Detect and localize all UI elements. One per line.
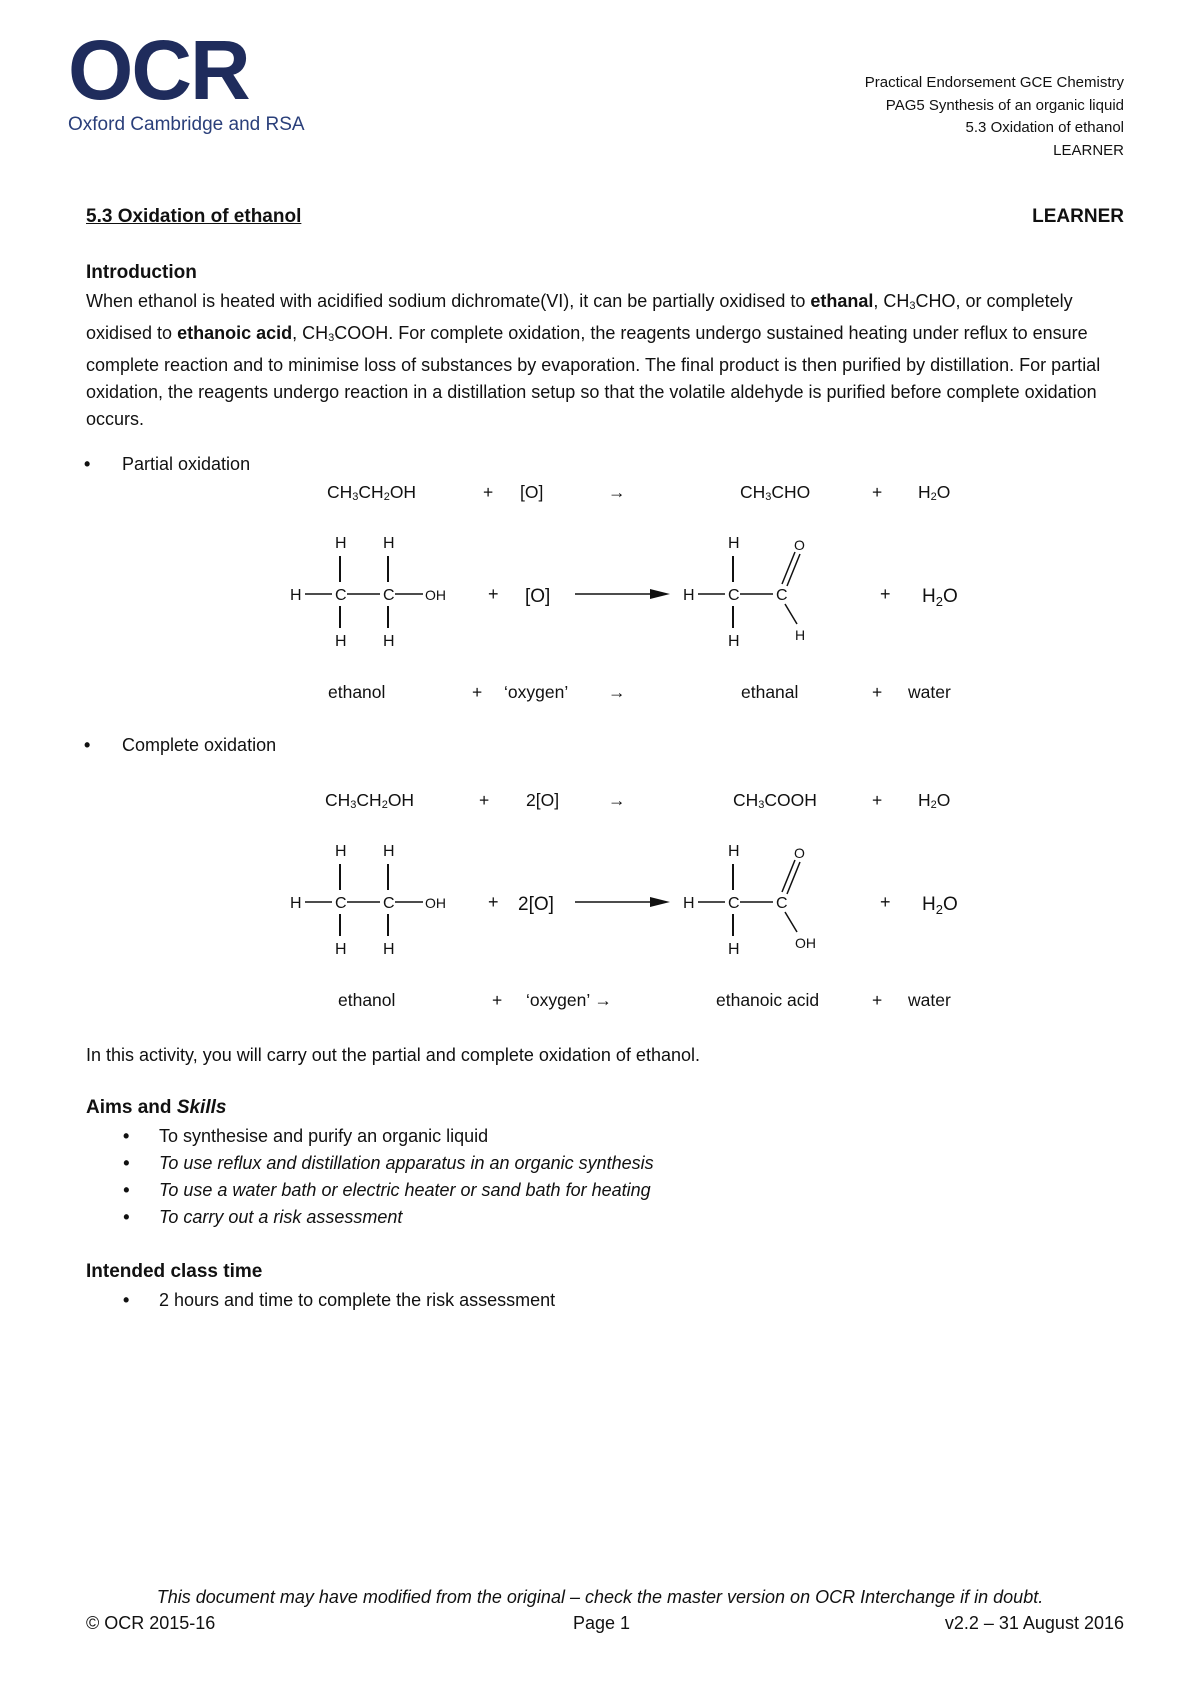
atom-h: H <box>795 627 806 643</box>
atom-h: H <box>728 843 740 860</box>
complete-structural-equation <box>285 832 985 962</box>
word-product: ethanoic acid <box>716 990 820 1010</box>
group-oh: OH <box>425 895 446 911</box>
footer-note: This document may have modified from the original – check the master version on OCR Interchange if in doubt. <box>156 1587 1044 1607</box>
class-time-item: • 2 hours and time to complete the risk assessment <box>159 1287 555 1314</box>
atom-h: H <box>728 941 740 958</box>
word-plus-1: + <box>472 682 483 702</box>
intro-text-4: , CH <box>292 323 329 343</box>
atom-c: C <box>335 587 347 604</box>
complete-arrow: → <box>608 790 626 810</box>
atom-h: H <box>728 633 740 650</box>
partial-product-formula: CH3CHO <box>740 482 811 503</box>
word-plus-1: + <box>492 990 503 1010</box>
word-water: water <box>908 682 951 702</box>
atom-h: H <box>728 535 740 552</box>
water-formula: $H_2O$ <box>922 586 958 609</box>
atom-h: H <box>383 535 395 552</box>
intro-bold-ethanal: ethanal <box>810 291 874 311</box>
complete-oxidant: 2[O] <box>526 790 560 810</box>
logo-subtitle: Oxford Cambridge and RSA <box>68 114 305 135</box>
word-reactant: ethanol <box>328 682 386 702</box>
atom-h: H <box>290 895 302 912</box>
atom-h: H <box>335 535 347 552</box>
plus-sign: + <box>880 584 891 604</box>
group-oh: OH <box>795 935 816 951</box>
water-formula: $H_2O$ <box>922 894 958 917</box>
atom-h: H <box>335 633 347 650</box>
partial-structural-equation <box>285 524 985 654</box>
partial-oxidant: [O] <box>520 482 544 502</box>
word-arrow: → <box>608 682 626 702</box>
complete-water-formula: H2O <box>918 790 951 811</box>
aims-heading-text: Aims and <box>86 1097 177 1118</box>
atom-c: C <box>383 895 395 912</box>
aims-list <box>159 1123 654 1231</box>
page-title: 5.3 Oxidation of ethanol <box>86 206 302 227</box>
atom-h: H <box>683 895 695 912</box>
complete-product-formula: CH3COOH <box>733 790 817 811</box>
ocr-logo <box>68 23 308 135</box>
atom-h: H <box>383 843 395 860</box>
word-product: ethanal <box>741 682 799 702</box>
plus-sign: + <box>488 892 499 912</box>
atom-h: H <box>383 633 395 650</box>
partial-arrow: → <box>608 482 626 502</box>
class-time-heading: Intended class time <box>86 1261 263 1282</box>
word-oxidant: ‘oxygen’ → <box>526 990 612 1010</box>
plus-sign: + <box>488 584 499 604</box>
intro-bold-ethanoic-acid: ethanoic acid <box>177 323 293 343</box>
group-oh: OH <box>425 587 446 603</box>
complete-oxidation-label: • Complete oxidation <box>122 735 276 756</box>
intro-text-5: COOH. For complete oxidation, the reagents undergo sustained heating under reflux to ensure complete reaction and to minimise loss of substances by evaporation. The final product is then purified by distillation. For partial oxidation, the reagents undergo reaction in a distillation setup so that the volatile aldehyde is purified before complete oxidation occurs. <box>86 323 1101 429</box>
intro-text-2: , CH <box>873 291 910 311</box>
complete-plus-1: + <box>479 790 490 810</box>
atom-c: C <box>335 895 347 912</box>
atom-h: H <box>335 843 347 860</box>
atom-h: H <box>383 941 395 958</box>
skill-item: • To carry out a risk assessment <box>159 1204 654 1231</box>
partial-word-equation <box>0 682 1200 706</box>
atom-h: H <box>683 587 695 604</box>
partial-plus-1: + <box>483 482 494 502</box>
plus-sign: + <box>880 892 891 912</box>
introduction-heading: Introduction <box>86 262 197 283</box>
word-plus-2: + <box>872 990 883 1010</box>
intro-sub-1: 3 <box>909 300 916 312</box>
word-reactant: ethanol <box>338 990 396 1010</box>
atom-c: C <box>728 587 740 604</box>
word-water: water <box>908 990 951 1010</box>
document-header <box>865 72 1124 162</box>
header-line-2: PAG5 Synthesis of an organic liquid <box>885 96 1124 114</box>
intro-text-1: When ethanol is heated with acidified sodium dichromate(VI), it can be partially oxidised to <box>86 291 811 311</box>
complete-reactant-formula: CH3CH2OH <box>325 790 415 811</box>
partial-plus-2: + <box>872 482 883 502</box>
atom-c: C <box>728 895 740 912</box>
header-line-1: Practical Endorsement GCE Chemistry <box>864 74 1124 91</box>
atom-o: O <box>794 845 805 861</box>
footer-version: v2.2 – 31 August 2016 <box>944 1613 1124 1633</box>
header-line-3: 5.3 Oxidation of ethanol <box>965 119 1124 136</box>
introduction-paragraph <box>86 288 1126 433</box>
word-oxidant: ‘oxygen’ <box>504 682 569 702</box>
skill-item: • To use a water bath or electric heater or sand bath for heating <box>159 1177 654 1204</box>
title-row <box>86 206 1124 228</box>
atom-c: C <box>383 587 395 604</box>
intro-text-3: CHO, or completely oxidised to <box>86 291 1073 343</box>
partial-oxidation-label: • Partial oxidation <box>122 454 250 475</box>
partial-water-formula: H2O <box>918 482 951 503</box>
activity-text: In this activity, you will carry out the partial and complete oxidation of ethanol. <box>86 1045 700 1065</box>
footer-page-number: Page 1 <box>573 1613 631 1633</box>
header-line-4: LEARNER <box>1053 141 1124 159</box>
atom-o: O <box>794 537 805 553</box>
atom-c: C <box>776 587 788 604</box>
partial-reactant-formula: CH3CH2OH <box>327 482 417 503</box>
intro-sub-2: 3 <box>328 332 335 344</box>
word-plus-2: + <box>872 682 883 702</box>
atom-h: H <box>335 941 347 958</box>
complete-word-equation <box>0 990 1200 1014</box>
skill-item: • To use reflux and distillation apparatus in an organic synthesis <box>159 1150 654 1177</box>
complete-plus-2: + <box>872 790 883 810</box>
partial-formula-equation <box>0 482 1200 506</box>
logo-word: OCR <box>68 23 249 117</box>
atom-c: C <box>776 895 788 912</box>
oxidant: [O] <box>525 586 551 607</box>
aim-item: • To synthesise and purify an organic liquid <box>159 1123 654 1150</box>
complete-formula-equation <box>0 790 1200 814</box>
atom-h: H <box>290 587 302 604</box>
class-time-list <box>159 1287 555 1314</box>
skills-heading-text: Skills <box>176 1097 227 1118</box>
aims-heading <box>86 1097 226 1119</box>
oxidant: 2[O] <box>518 894 554 915</box>
learner-tag: LEARNER <box>1032 206 1124 227</box>
footer-copyright: © OCR 2015-16 <box>86 1613 216 1633</box>
